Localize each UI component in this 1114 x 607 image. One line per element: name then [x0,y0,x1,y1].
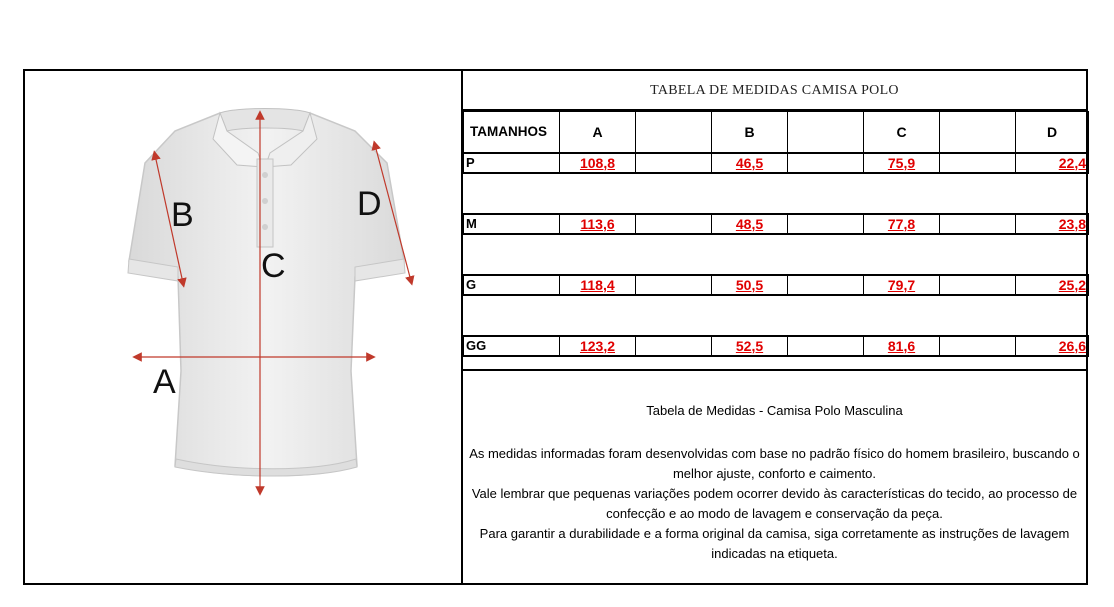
chart-title: TABELA DE MEDIDAS CAMISA POLO [463,71,1086,111]
shirt-diagram-panel [25,71,463,583]
header-col-c: C [864,112,940,153]
cell-empty [940,275,1016,295]
cell-empty [636,336,712,356]
size-chart-frame [23,69,1088,585]
table-spacer-row [464,234,1089,275]
cell-b: 46,5 [712,153,788,173]
table-row [464,275,1089,295]
cell-c: 75,9 [864,153,940,173]
cell-a: 113,6 [560,214,636,234]
table-header-row [464,112,1089,153]
cell-c: 77,8 [864,214,940,234]
header-col-empty-2 [788,112,864,153]
table-row [464,336,1089,356]
header-col-empty-1 [636,112,712,153]
cell-empty [940,336,1016,356]
dimension-label-c: C [261,247,286,285]
cell-empty [636,153,712,173]
cell-d: 26,6 [1016,336,1089,356]
info-heading: Tabela de Medidas - Camisa Polo Masculina [646,403,903,418]
polo-shirt-diagram [25,71,461,583]
cell-c: 79,7 [864,275,940,295]
row-size-label: GG [464,336,560,356]
cell-b: 52,5 [712,336,788,356]
cell-d: 25,2 [1016,275,1089,295]
cell-b: 48,5 [712,214,788,234]
cell-d: 22,4 [1016,153,1089,173]
measurements-panel [463,71,1086,583]
cell-empty [636,214,712,234]
cell-empty [940,153,1016,173]
table-row [464,214,1089,234]
cell-c: 81,6 [864,336,940,356]
cell-empty [788,153,864,173]
header-col-d: D [1016,112,1089,153]
cell-empty [788,214,864,234]
header-col-a: A [560,112,636,153]
table-spacer-row [464,173,1089,214]
cell-b: 50,5 [712,275,788,295]
row-size-label: P [464,153,560,173]
cell-d: 23,8 [1016,214,1089,234]
cell-empty [636,275,712,295]
table-spacer-row [464,295,1089,336]
header-col-empty-3 [940,112,1016,153]
header-col-b: B [712,112,788,153]
dimension-label-b: B [171,196,194,234]
size-table [463,111,1089,357]
info-paragraph-2: Vale lembrar que pequenas variações podem ocorrer devido às características do tecido, ao processo de confecção e ao modo de lavagem e conservação da peça. [471,486,1078,521]
dimension-label-a: A [153,363,176,401]
row-size-label: G [464,275,560,295]
info-paragraph-1: As medidas informadas foram desenvolvidas com base no padrão físico do homem brasileiro, buscando o melhor ajuste, conforto e caimento. [469,446,1080,481]
cell-empty [788,275,864,295]
cell-a: 123,2 [560,336,636,356]
header-sizes: TAMANHOS [464,112,560,153]
info-section [463,369,1086,583]
dimension-label-d: D [357,185,382,223]
info-paragraph-3: Para garantir a durabilidade e a forma original da camisa, siga corretamente as instruções de lavagem indicadas na etiqueta. [479,526,1070,561]
table-row [464,153,1089,173]
cell-empty [788,336,864,356]
cell-empty [940,214,1016,234]
cell-a: 118,4 [560,275,636,295]
row-size-label: M [464,214,560,234]
cell-a: 108,8 [560,153,636,173]
